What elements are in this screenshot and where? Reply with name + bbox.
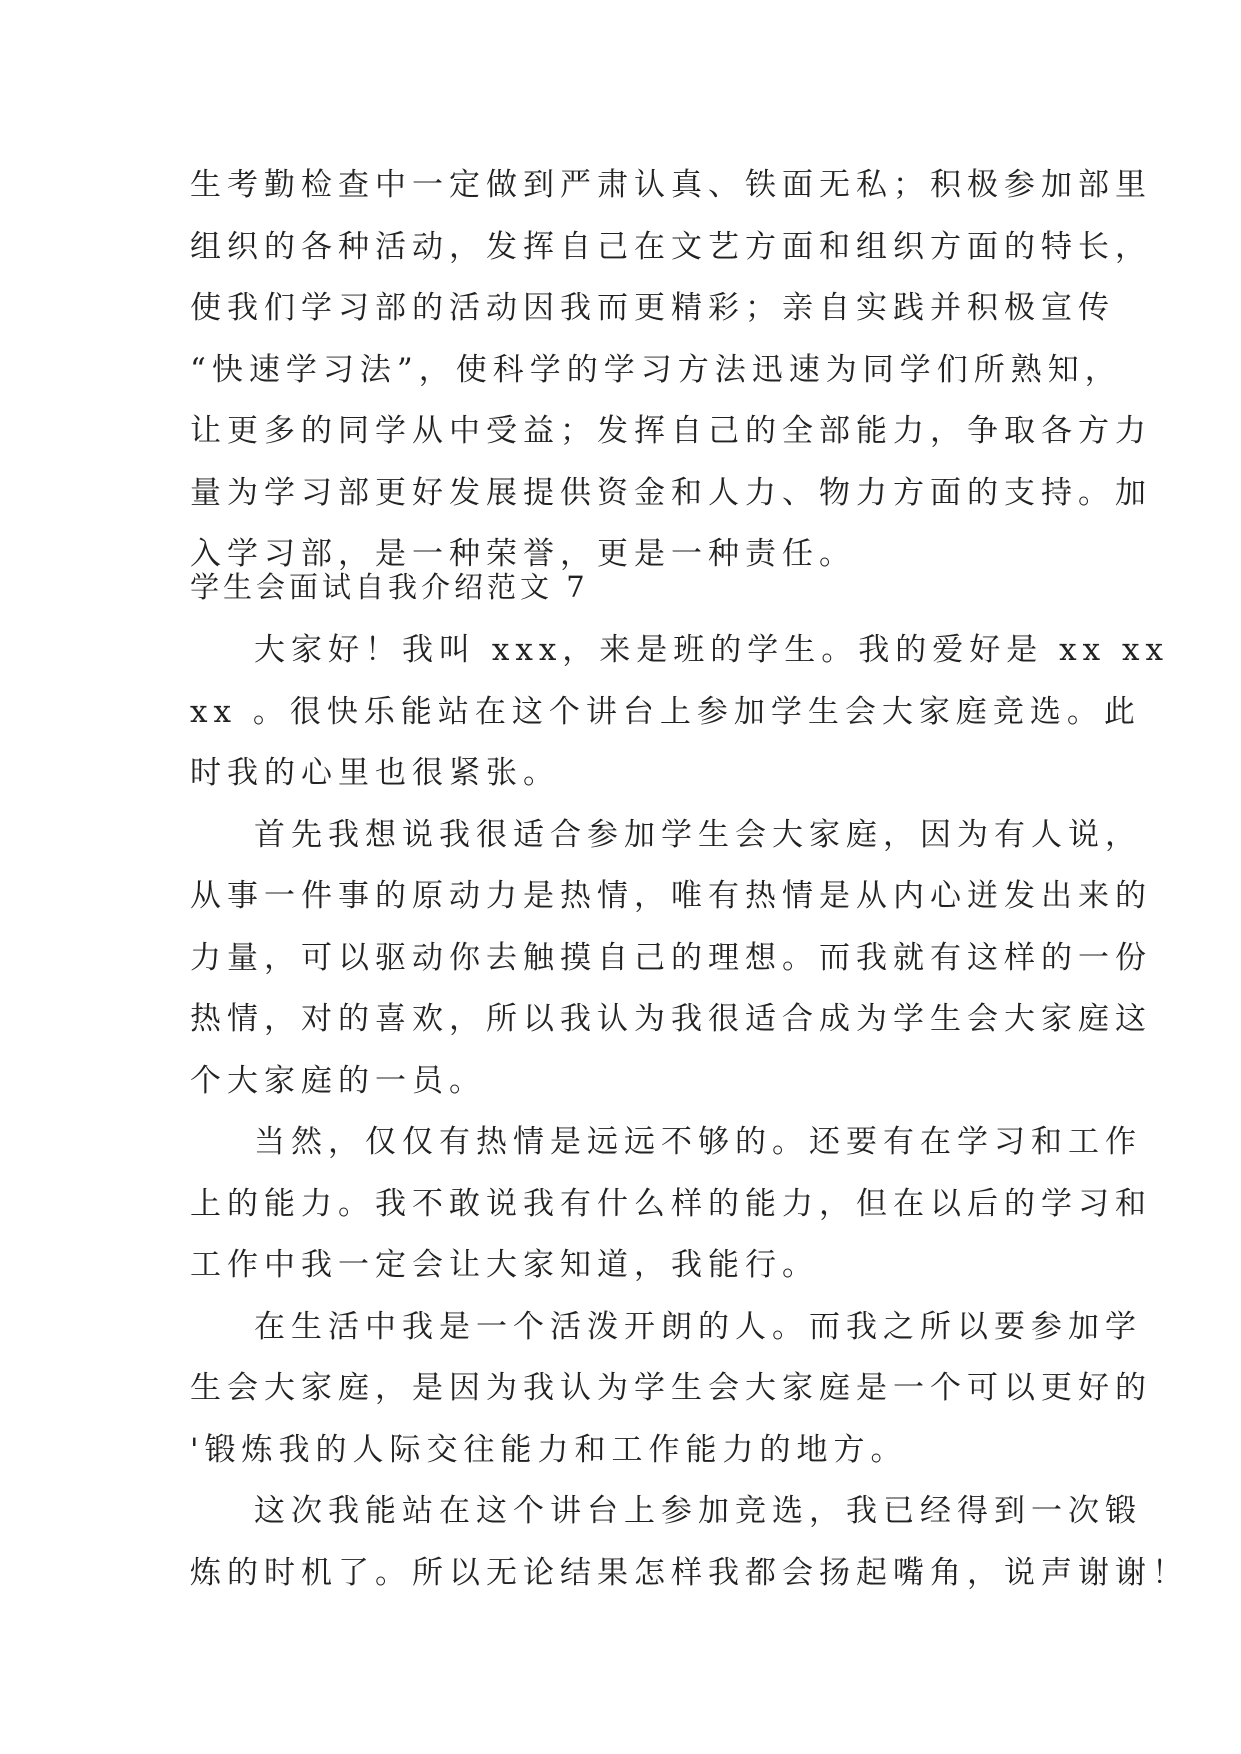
section-heading: 学生会面试自我介绍范文 7 <box>190 570 589 604</box>
text-line: 热情，对的喜欢，所以我认为我很适合成为学生会大家庭这 <box>190 1001 1152 1037</box>
text-line: 时我的心里也很紧张。 <box>190 755 560 791</box>
text-line: 个大家庭的一员。 <box>190 1062 486 1099</box>
text-line: 大家好！我叫 xxx，来是班的学生。我的爱好是 xx xx <box>254 632 1169 668</box>
text-line: 生会大家庭，是因为我认为学生会大家庭是一个可以更好的 <box>190 1370 1152 1406</box>
text-line: xx 。很快乐能站在这个讲台上参加学生会大家庭竞选。此 <box>190 693 1141 730</box>
top-paragraph <box>190 155 1152 586</box>
body-text <box>190 620 1189 1604</box>
text-line: 炼的时机了。所以无论结果怎样我都会扬起嘴角，说声谢谢！ <box>190 1554 1189 1591</box>
text-line: 工作中我一定会让大家知道，我能行。 <box>190 1247 819 1283</box>
text-line: 当然，仅仅有热情是远远不够的。还要有在学习和工作 <box>254 1124 1142 1160</box>
text-line: 入学习部，是一种荣誉，更是一种责任。 <box>190 536 856 572</box>
text-line: 在生活中我是一个活泼开朗的人。而我之所以要参加学 <box>254 1308 1142 1345</box>
text-line: 从事一件事的原动力是热情，唯有热情是从内心迸发出来的 <box>190 878 1152 914</box>
text-line: 使我们学习部的活动因我而更精彩；亲自实践并积极宣传 <box>190 290 1115 326</box>
text-line: 上的能力。我不敢说我有什么样的能力，但在以后的学习和 <box>190 1185 1152 1222</box>
text-line: 让更多的同学从中受益；发挥自己的全部能力，争取各方力 <box>190 413 1152 449</box>
text-line: 这次我能站在这个讲台上参加竞选，我已经得到一次锻 <box>254 1493 1142 1529</box>
text-line: 首先我想说我很适合参加学生会大家庭，因为有人说， <box>254 816 1142 853</box>
text-line: '锻炼我的人际交往能力和工作能力的地方。 <box>190 1431 908 1468</box>
text-line: 力量，可以驱动你去触摸自己的理想。而我就有这样的一份 <box>190 939 1152 976</box>
text-line: 组织的各种活动，发挥自己在文艺方面和组织方面的特长， <box>190 228 1152 265</box>
text-line: 生考勤检查中一定做到严肃认真、铁面无私；积极参加部里 <box>190 167 1152 203</box>
text-line: “快速学习法”，使科学的学习方法迅速为同学们所熟知， <box>190 351 1122 388</box>
text-line: 量为学习部更好发展提供资金和人力、物力方面的支持。加 <box>190 474 1152 511</box>
